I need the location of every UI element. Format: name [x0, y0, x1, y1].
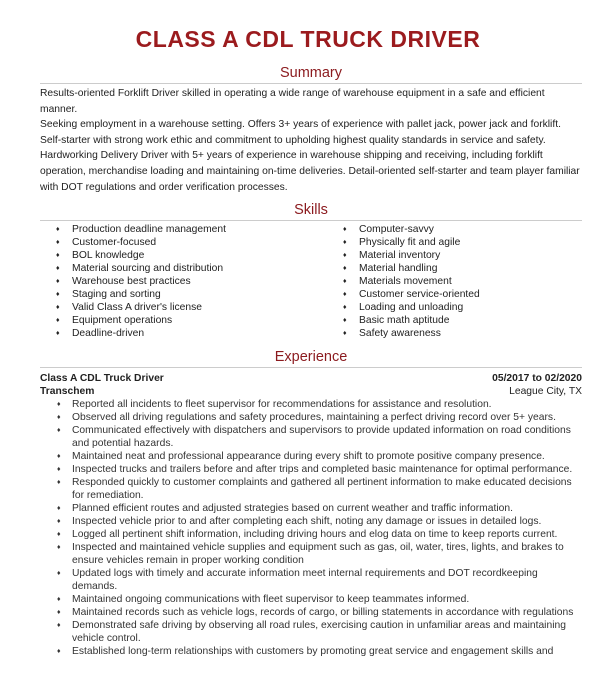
job-bullet: ♦ Reported all incidents to fleet supervisor for recommendations for assistance and resolution. [40, 398, 582, 411]
skill-item: ♦ Warehouse best practices [40, 275, 327, 288]
experience-heading: Experience [40, 349, 582, 368]
skill-item: ♦ Equipment operations [40, 314, 327, 327]
job-bullet: ♦ Demonstrated safe driving by observing all road rules, exercising caution in unfamiliar areas and maintaining vehicle control. [40, 619, 582, 645]
skills-heading: Skills [40, 202, 582, 221]
job-bullet: ♦ Inspected vehicle prior to and after completing each shift, noting any damage or issues in detailed logs. [40, 515, 582, 528]
job-bullet: ♦ Inspected and maintained vehicle supplies and equipment such as gas, oil, water, tires, lights, and brakes to ensure vehicles remain in proper working condition [40, 541, 582, 567]
summary-section [40, 65, 582, 195]
skill-item: ♦ Physically fit and agile [327, 236, 582, 249]
job-dates: 05/2017 to 02/2020 [492, 373, 582, 384]
job-bullet: ♦ Planned efficient routes and adjusted strategies based on current weather and traffic information. [40, 502, 582, 515]
experience-section [40, 349, 582, 658]
skill-item: ♦ Deadline-driven [40, 327, 327, 340]
summary-paragraph: Seeking employment in a warehouse setting. Offers 3+ years of experience with pallet jack, power jack and forklift. Self-starter with strong work ethic and commitment to upholding highest quality standards in service and safety. [40, 119, 561, 146]
job-bullet: ♦ Logged all pertinent shift information, including driving hours and elog data on time to keep reports current. [40, 528, 582, 541]
job-location: League City, TX [509, 386, 582, 397]
job-title: Class A CDL Truck Driver [40, 373, 164, 384]
job-bullet: ♦ Maintained ongoing communications with fleet supervisor to keep teammates informed. [40, 593, 582, 606]
skill-item: ♦ Materials movement [327, 275, 582, 288]
job-bullet: ♦ Responded quickly to customer complaints and gathered all pertinent information to make educated decisions for remediation. [40, 476, 582, 502]
skill-item: ♦ Customer service-oriented [327, 288, 582, 301]
job-bullet: ♦ Established long-term relationships with customers by promoting great service and engagement skills and [40, 645, 582, 658]
skill-item: ♦ Production deadline management [40, 223, 327, 236]
skill-item: ♦ Material inventory [327, 249, 582, 262]
skill-item: ♦ Loading and unloading [327, 301, 582, 314]
skill-item: ♦ BOL knowledge [40, 249, 327, 262]
job-bullet: ♦ Inspected trucks and trailers before and after trips and completed basic maintenance for optimal performance. [40, 463, 582, 476]
skill-item: ♦ Valid Class A driver's license [40, 301, 327, 314]
summary-paragraph: Hardworking Delivery Driver with 5+ years of experience in warehouse shipping and receiving, including forklift operation, merchandise loading and maintaining on-time deliveries. Detail-oriented self-starter and team player familiar with DOT regulations and order verification processes. [40, 150, 580, 193]
resume-title: CLASS A CDL TRUCK DRIVER [135, 26, 481, 52]
skill-item: ♦ Staging and sorting [40, 288, 327, 301]
job-bullet: ♦ Updated logs with timely and accurate information meet internal requirements and DOT recordkeeping demands. [40, 567, 582, 593]
job-bullet: ♦ Observed all driving regulations and safety procedures, maintaining a perfect driving record over 5+ years. [40, 411, 582, 424]
skill-item: ♦ Safety awareness [327, 327, 582, 340]
skills-section [40, 202, 582, 340]
summary-heading: Summary [40, 65, 582, 84]
summary-paragraph: Results-oriented Forklift Driver skilled in operating a wide range of warehouse equipment in a safe and efficient manner. [40, 88, 545, 115]
skill-item: ♦ Computer-savvy [327, 223, 582, 236]
skill-item: ♦ Basic math aptitude [327, 314, 582, 327]
skill-item: ♦ Material handling [327, 262, 582, 275]
skill-item: ♦ Customer-focused [40, 236, 327, 249]
job-bullet: ♦ Communicated effectively with dispatchers and supervisors to provide updated information on road conditions and potential hazards. [40, 424, 582, 450]
skill-item: ♦ Material sourcing and distribution [40, 262, 327, 275]
job-bullet: ♦ Maintained records such as vehicle logs, records of cargo, or billing statements in accordance with regulations [40, 606, 582, 619]
job-bullet: ♦ Maintained neat and professional appearance during every shift to promote positive company presence. [40, 450, 582, 463]
job-company: Transchem [40, 386, 95, 397]
